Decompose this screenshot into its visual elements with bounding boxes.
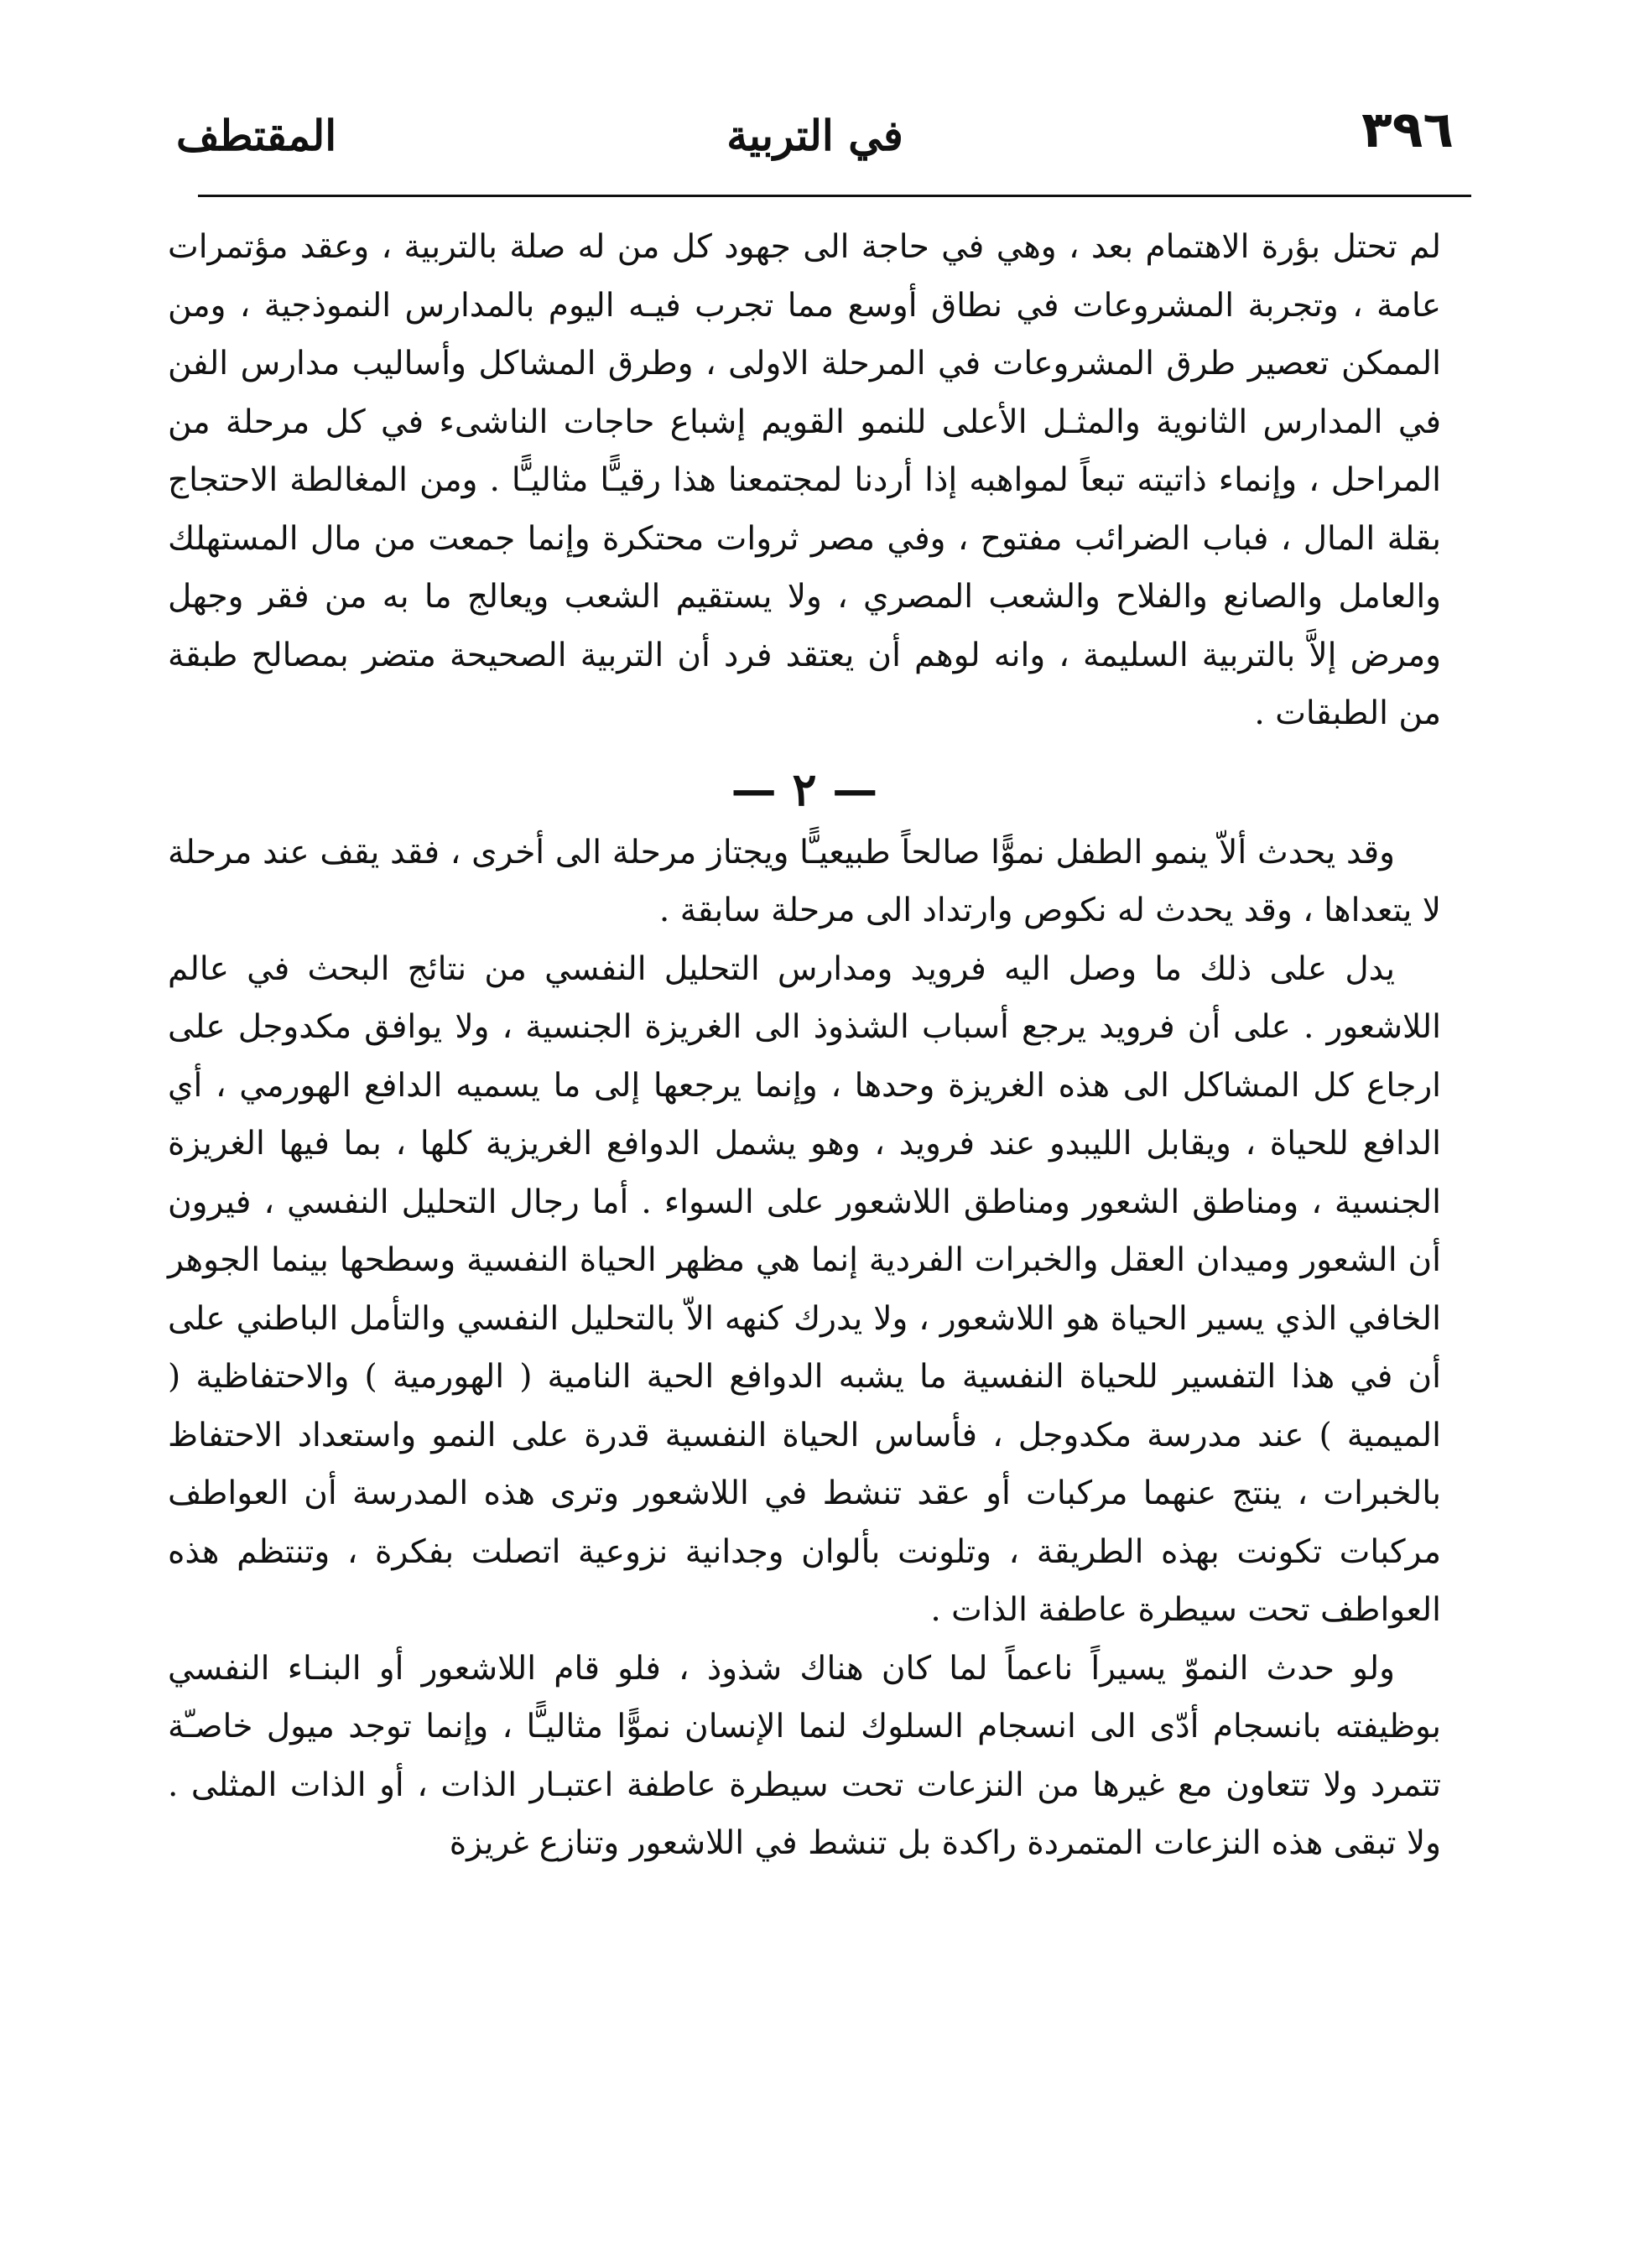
journal-name: المقتطف (176, 111, 337, 160)
paragraph: ولو حدث النموّ يسيراً ناعماً لما كان هناك شذوذ ، فلو قام اللاشعور أو البنـاء النفسي بوظيفته بانسجام أدّى الى انسجام السلوك لنما الإنسان نموًّا مثاليـًّا ، وإنما توجد ميول خاصـّة تتمرد ولا تتعاون مع غيرها من النزعات تحت سيطرة عاطفة اعتبـار الذات ، أو الذات المثلى . ولا تبقى هذه النزعات المتمردة راكدة بل تنشط في اللاشعور وتنازع غريزة (168, 1649, 1441, 1862)
paragraph: لم تحتل بؤرة الاهتمام بعد ، وهي في حاجة الى جهود كل من له صلة بالتربية ، وعقد مؤتمرات عامة ، وتجربة المشروعات في نطاق أوسع مما تجرب فيـه اليوم بالمدارس النموذجية ، ومن الممكن تعصير طرق المشروعات في المرحلة الاولى ، وطرق المشاكل وأساليب مدارس الفن في المدارس الثانوية والمثـل الأعلى للنمو القويم إشباع حاجات الناشىء في كل مرحلة من المراحل ، وإنماء ذاتيته تبعاً لمواهبه إذا أردنا لمجتمعنا هذا رقيـًّا مثاليـًّا . ومن المغالطة الاحتجاج بقلة المال ، فباب الضرائب مفتوح ، وفي مصر ثروات محتكرة وإنما جمعت من مال المستهلك والعامل والصانع والفلاح والشعب المصري ، ولا يستقيم الشعب ويعالج ما به من فقر وجهل ومرض إلاَّ بالتربية السليمة ، وانه لوهم أن يعتقد فرد أن التربية الصحيحة متضر بمصالح طبقة من الطبقات . (168, 228, 1441, 732)
header-rule (198, 195, 1471, 197)
paragraph: وقد يحدث ألاّ ينمو الطفل نموًّا صالحاً طبيعيـًّا ويجتاز مرحلة الى أخرى ، فقد يقف عند مرحلة لا يتعداها ، وقد يحدث له نكوص وارتداد الى مرحلة سابقة . (168, 833, 1441, 929)
section-title: في التربية (726, 111, 903, 160)
paragraph: يدل على ذلك ما وصل اليه فرويد ومدارس التحليل النفسي من نتائج البحث في عالم اللاشعور . على أن فرويد يرجع أسباب الشذوذ الى الغريزة الجنسية ، ولا يوافق مكدوجل على ارجاع كل المشاكل الى هذه الغريزة وحدها ، وإنما يرجعها إلى ما يسميه الدافع الهورمي ، أي الدافع للحياة ، ويقابل الليبدو عند فرويد ، وهو يشمل الدوافع الغريزية كلها ، بما فيها الغريزة الجنسية ، ومناطق الشعور ومناطق اللاشعور على السواء . أما رجال التحليل النفسي ، فيرون أن الشعور وميدان العقل والخبرات الفردية إنما هي مظهر الحياة النفسية وسطحها بينما الجوهر الخافي الذي يسير الحياة هو اللاشعور ، ولا يدرك كنهه الاّ بالتحليل النفسي والتأمل الباطني على أن في هذا التفسير للحياة النفسية ما يشبه الدوافع الحية النامية ( الهورمية ) والاحتفاظية ( الميمية ) عند مدرسة مكدوجل ، فأساس الحياة النفسية قدرة على النمو واستعداد الاحتفاظ بالخبرات ، ينتج عنهما مركبات أو عقد تنشط في اللاشعور وترى هذه المدرسة أن العواطف مركبات تكونت بهذه الطريقة ، وتلونت بألوان وجدانية نزوعية اتصلت بفكرة ، وتنتظم هذه العواطف تحت سيطرة عاطفة الذات . (168, 949, 1441, 1629)
article-body (168, 218, 1441, 1873)
section-number: — ٢ — (731, 762, 878, 816)
page-header (176, 92, 1454, 185)
page-number: ٣٩٦ (1361, 101, 1454, 159)
